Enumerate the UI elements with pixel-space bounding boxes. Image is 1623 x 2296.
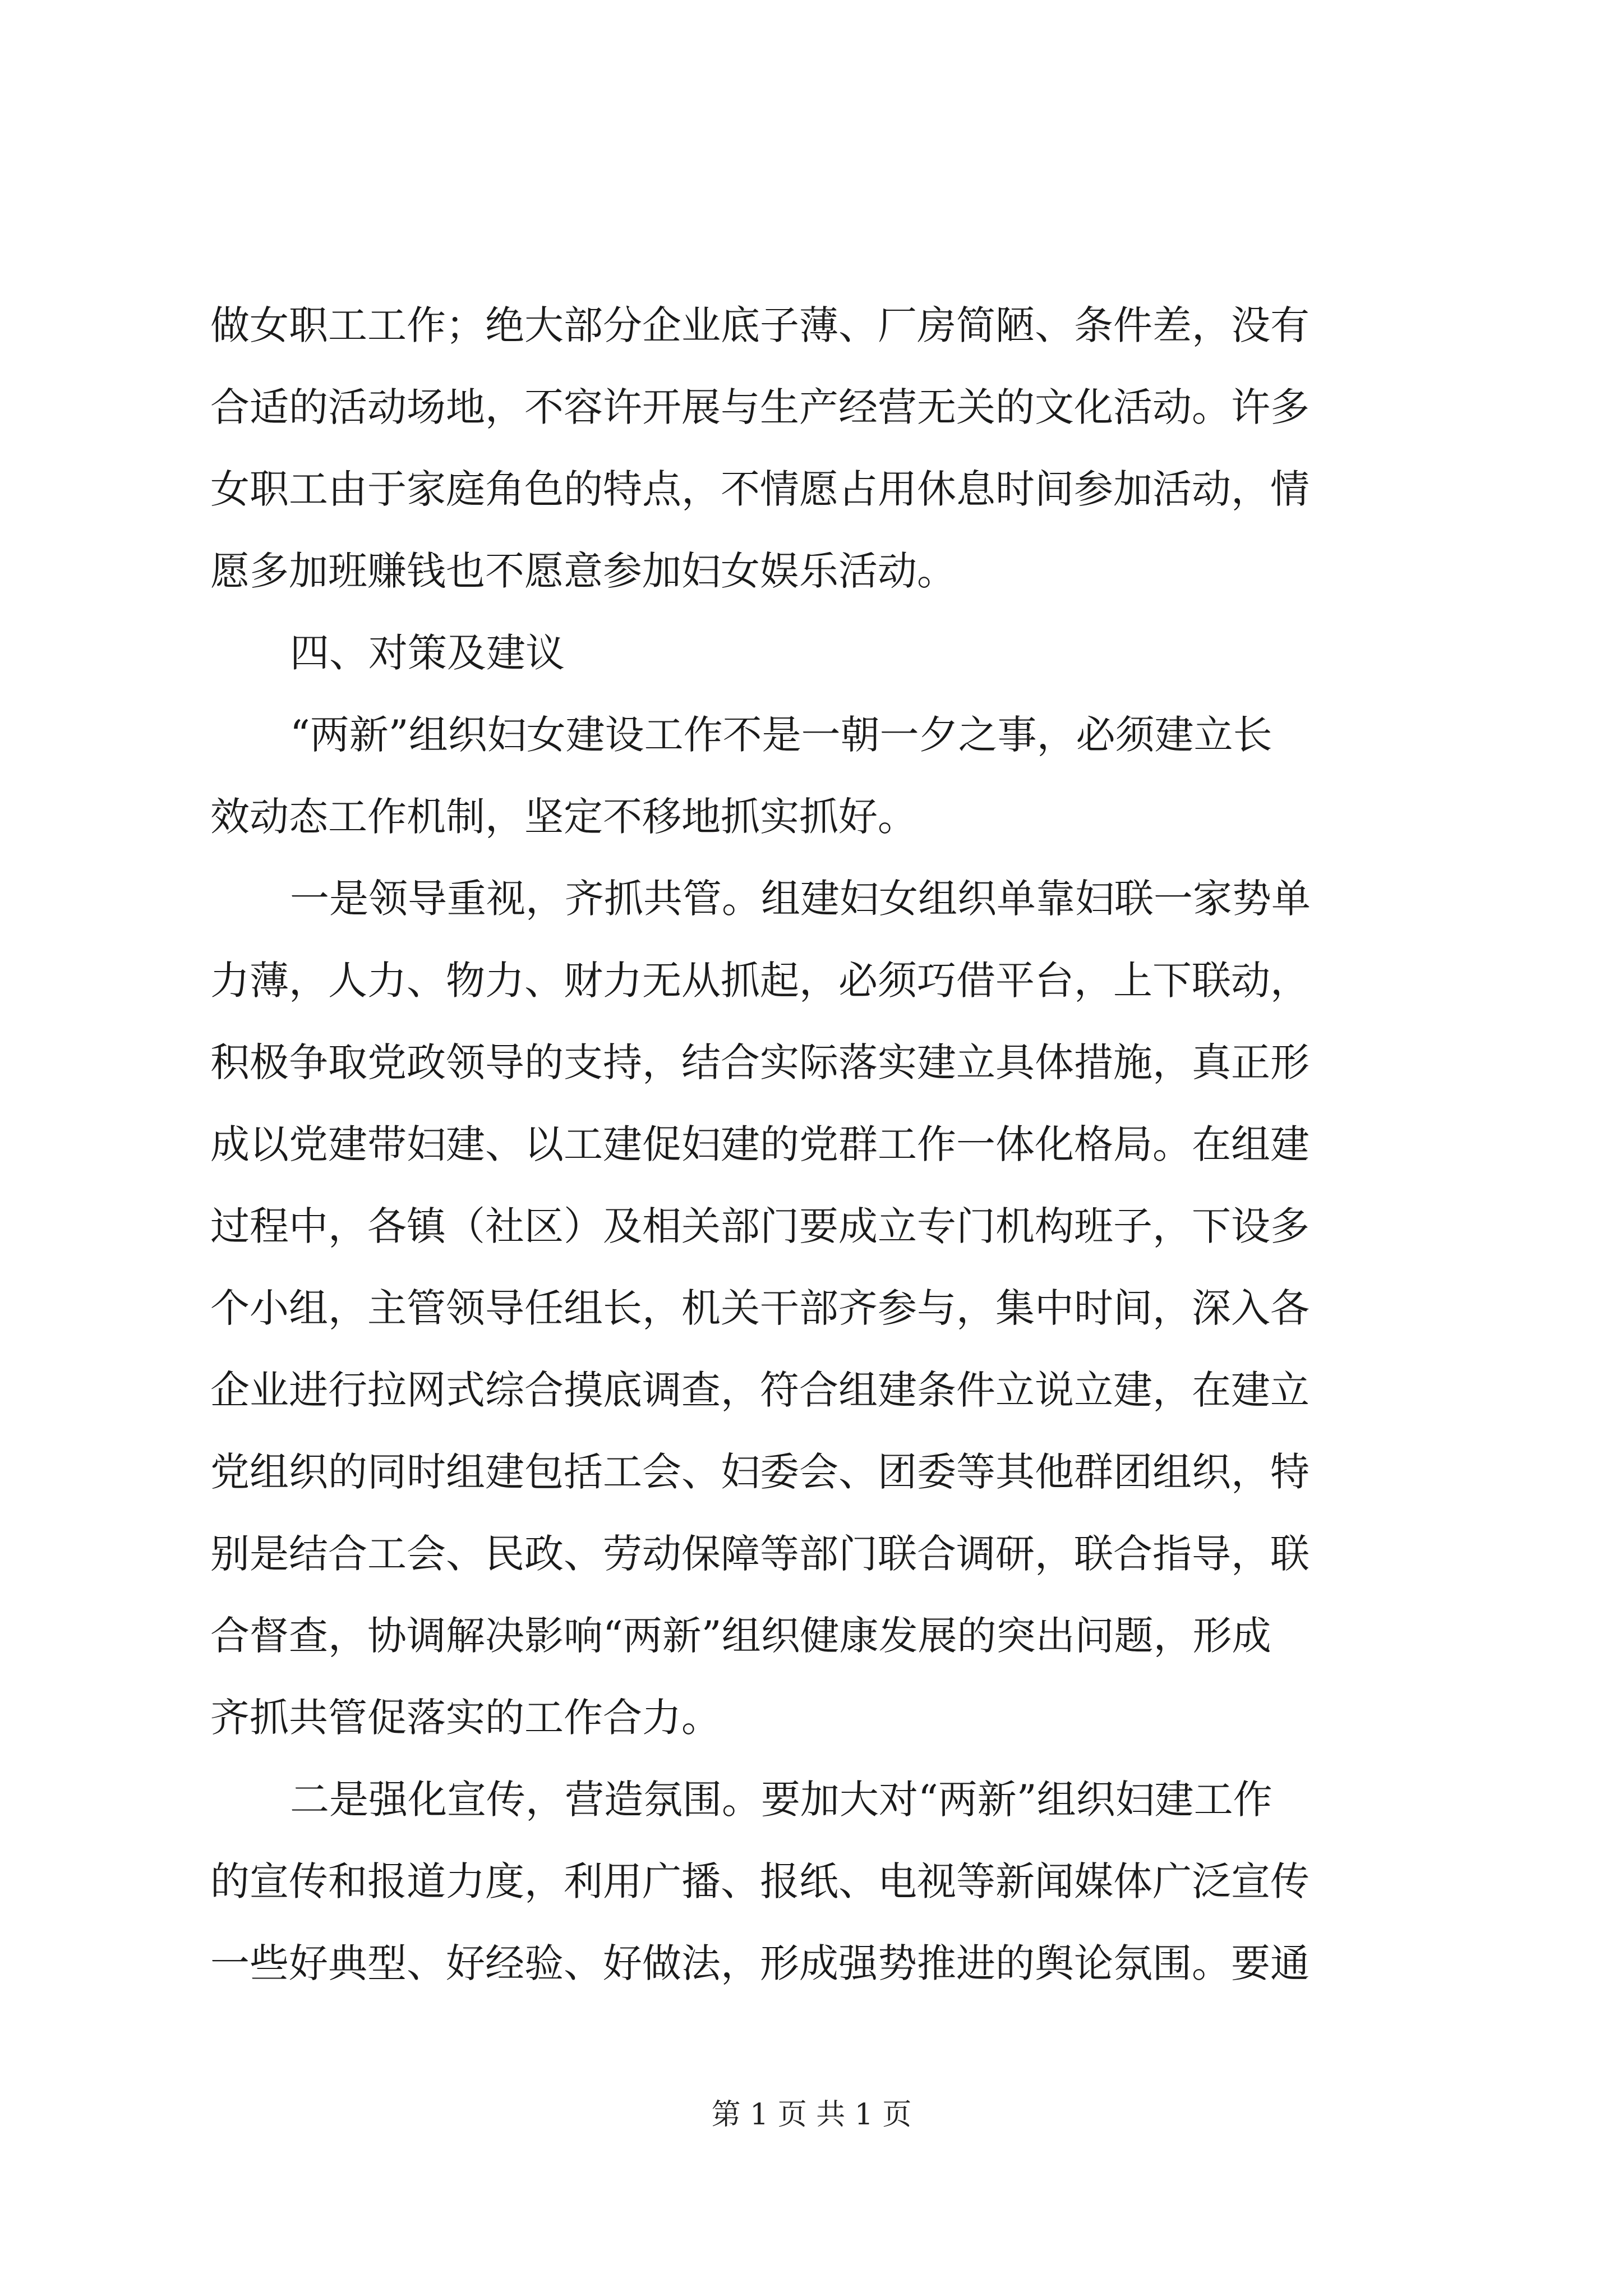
page-footer: 第 1 页 共 1 页 (711, 2098, 912, 2132)
text-line: 力薄，人力、物力、财力无从抓起，必须巧借平台，上下联动， (210, 958, 1310, 1004)
text-line: 女职工由于家庭角色的特点，不情愿占用休息时间参加活动，情 (210, 466, 1310, 512)
text-line: 积极争取党政领导的支持，结合实际落实建立具体措施，真正形 (210, 1039, 1310, 1085)
text-line: “两新”组织妇女建设工作不是一朝一夕之事，必须建立长 (290, 712, 1272, 758)
text-line: 齐抓共管促落实的工作合力。 (210, 1695, 721, 1741)
text-line: 企业进行拉网式综合摸底调查，符合组建条件立说立建，在建立 (210, 1367, 1310, 1413)
text-line: 愿多加班赚钱也不愿意参加妇女娱乐活动。 (210, 548, 956, 594)
text-line: 别是结合工会、民政、劳动保障等部门联合调研，联合指导，联 (210, 1531, 1310, 1577)
text-line: 个小组，主管领导任组长，机关干部齐参与，集中时间，深入各 (210, 1285, 1310, 1331)
document-body (210, 297, 1422, 2017)
text-line: 合督查，协调解决影响“两新”组织健康发展的突出问题，形成 (210, 1613, 1271, 1659)
text-line: 党组织的同时组建包括工会、妇委会、团委等其他群团组织，特 (210, 1449, 1310, 1495)
text-line: 的宣传和报道力度，利用广播、报纸、电视等新闻媒体广泛宣传 (210, 1858, 1310, 1904)
text-line: 四、对策及建议 (290, 630, 565, 676)
text-line: 做女职工工作；绝大部分企业底子薄、厂房简陋、条件差，没有 (210, 302, 1310, 348)
text-line: 效动态工作机制，坚定不移地抓实抓好。 (210, 794, 917, 840)
text-line: 成以党建带妇建、以工建促妇建的党群工作一体化格局。在组建 (210, 1121, 1310, 1167)
text-line: 一是领导重视，齐抓共管。组建妇女组织单靠妇联一家势单 (290, 876, 1311, 922)
text-line: 二是强化宣传，营造氛围。要加大对“两新”组织妇建工作 (290, 1777, 1272, 1823)
text-line: 一些好典型、好经验、好做法，形成强势推进的舆论氛围。要通 (210, 1940, 1310, 1986)
text-line: 合适的活动场地，不容许开展与生产经营无关的文化活动。许多 (210, 384, 1310, 430)
text-line: 过程中，各镇（社区）及相关部门要成立专门机构班子，下设多 (210, 1203, 1310, 1249)
